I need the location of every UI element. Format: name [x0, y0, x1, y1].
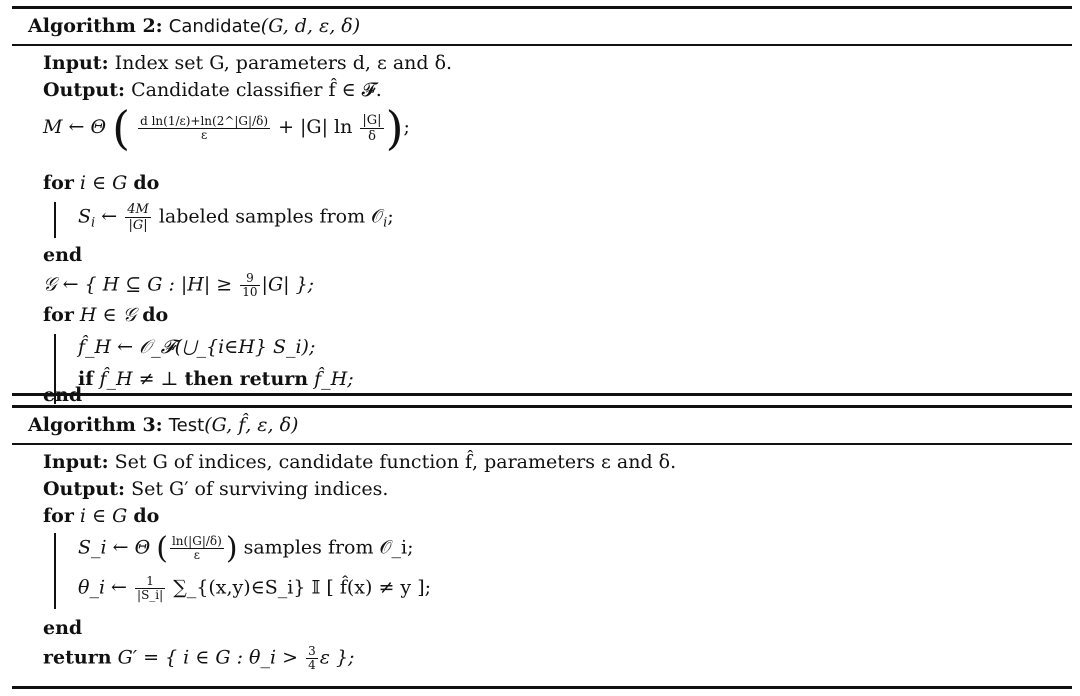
caption-args: (G, d, ε, δ)	[260, 15, 361, 37]
algorithm-3-bottom-rule	[12, 686, 1072, 689]
algorithm-2-bottom-rule	[12, 393, 1072, 396]
for-loop-1: for i ∈ G do	[43, 172, 160, 194]
algorithm-3-caption: Algorithm 3: Test(G, f̂, ε, δ)	[28, 414, 299, 436]
algorithm-2-body	[12, 46, 1072, 392]
caption-label: Algorithm 2:	[28, 15, 163, 37]
algorithm-3-body	[12, 445, 1072, 685]
s-theta-line: S_i ← Θ ( $\frac{\ln(|G|/\delta)}{\varepsilon}$ ) samples from 𝒪_i;	[78, 531, 414, 566]
loop-bar-1	[54, 202, 56, 238]
output-line-3: Output: Set G′ of surviving indices.	[43, 478, 389, 500]
for-loop-3: for i ∈ G do	[43, 505, 160, 527]
loop-bar-3	[54, 533, 56, 609]
algorithm-2-block	[12, 6, 1072, 414]
if-line: if f̂_H ≠ ⊥ then return f̂_H;	[78, 368, 354, 390]
sample-line: $S_i$ ← $\frac{4M}{|G|}$ labeled samples from 𝒪$_i$;	[78, 202, 394, 233]
algorithm-3-block	[12, 405, 1072, 685]
g-set-line: 𝒢 ← { H ⊆ G : |H| ≥ $\frac{9}{10}$ |G| };	[43, 271, 315, 299]
for-loop-2: for H ∈ 𝒢 do	[43, 304, 169, 326]
output-line: Output: Candidate classifier f̂ ∈ 𝓕.	[43, 79, 382, 101]
fh-line: f̂_H ← 𝒪_𝓕(⋃_{i∈H} S_i);	[78, 336, 316, 358]
caption-name: Candidate	[168, 16, 261, 37]
input-line-3: Input: Set G of indices, candidate function f̂, parameters ε and δ.	[43, 451, 677, 473]
end-3: end	[43, 617, 83, 639]
m-assignment-line: M ← Θ ( $\frac{\text{d ln(1/ε)+ln(2\textasciicircum{}|G|/δ)}}{\varepsilon}$ + |G| ln $\frac{|G|}{\delta}$ );	[43, 101, 410, 155]
algorithm-2-caption	[12, 9, 1072, 44]
theta-line: θ_i ← $\frac{1}{|S\_i|}$ ∑_{(x,y)∈S_i} 𝕀 [ f̂(x) ≠ y ];	[78, 574, 432, 602]
return-line: return G′ = { i ∈ G : θ_i > $\frac{3}{4}$ ε };	[43, 644, 355, 672]
input-line: Input: Index set G, parameters d, ε and δ.	[43, 52, 453, 74]
end-1: end	[43, 244, 83, 266]
